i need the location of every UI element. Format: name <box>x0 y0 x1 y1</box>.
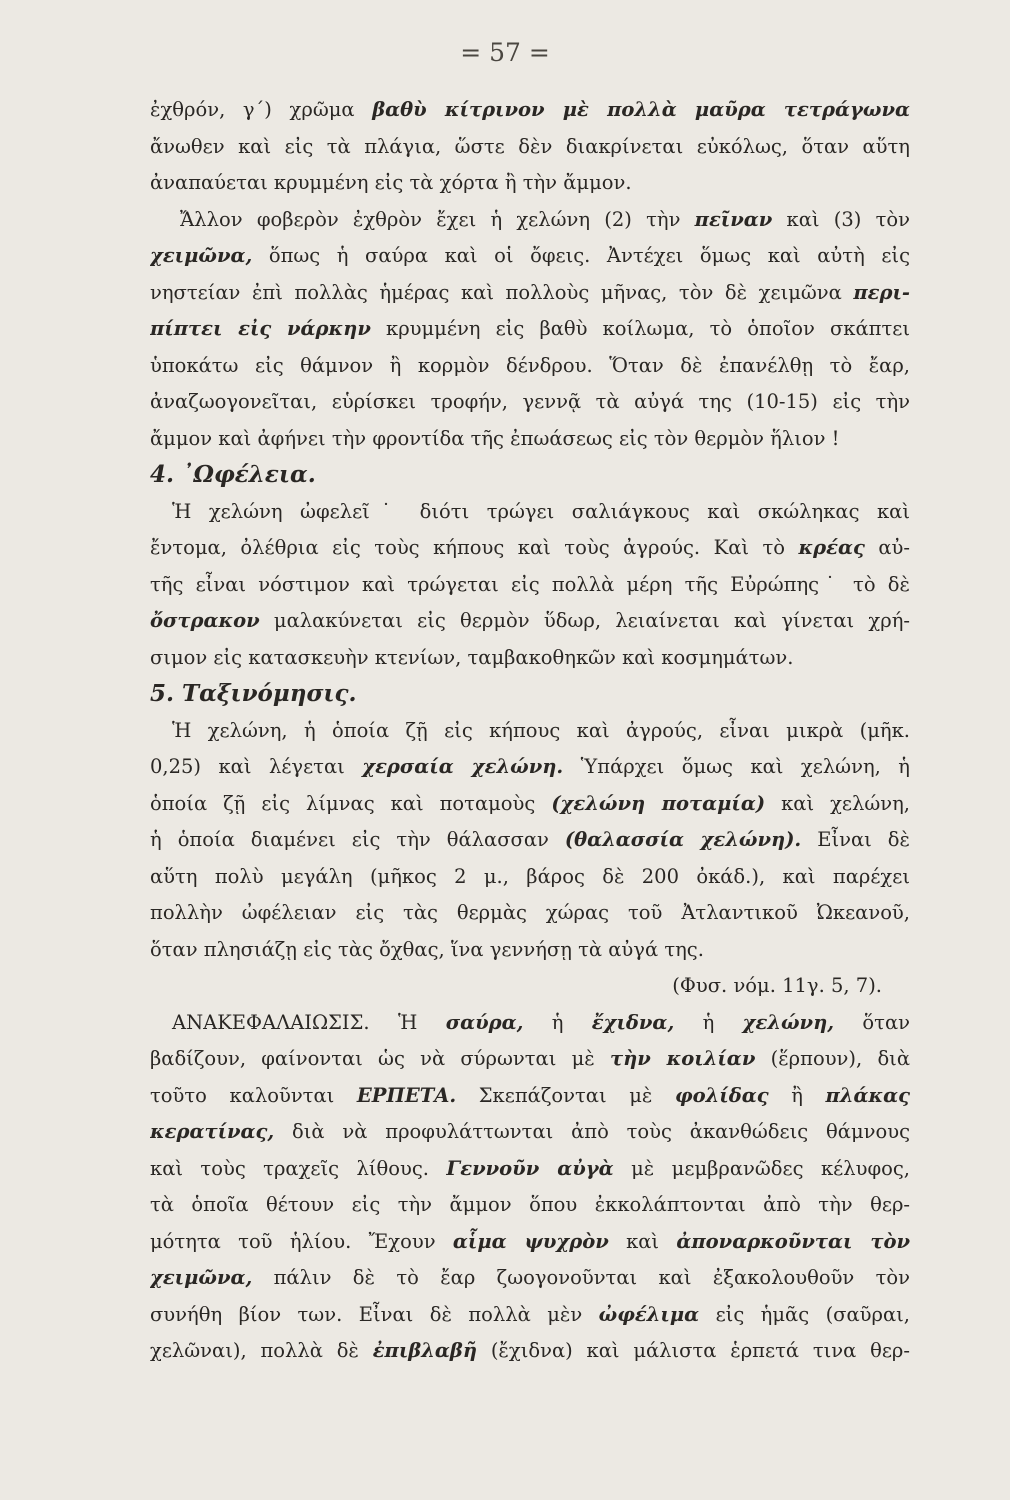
text-run: Ἄλλον φοβερὸν ἐχθρὸν ἔχει ἡ χελώνη (2) τὴν <box>180 207 695 231</box>
text-line <box>150 968 910 1005</box>
emphasis-run: περι- <box>853 280 910 304</box>
text-line <box>150 676 910 713</box>
text-line <box>150 238 910 275</box>
emphasis-run: τὴν κοιλίαν <box>609 1047 756 1070</box>
text-run: Ἡ χελώνη ὠφελεῖ˙ διότι τρώγει σαλιάγκους καὶ σκώληκας καὶ <box>172 499 910 523</box>
text-line <box>150 1333 910 1370</box>
emphasis-run: (χελώνη ποταμία) <box>551 791 766 815</box>
text-line <box>150 384 910 421</box>
text-line <box>150 713 910 750</box>
page-text <box>150 92 910 1370</box>
text-run: ὁποία ζῇ εἰς λίμνας καὶ ποταμοὺς <box>150 791 552 815</box>
emphasis-run: ὄστρακον <box>150 609 260 632</box>
text-run: πάλιν δὲ τὸ ἔαρ ζωογονοῦνται καὶ ἐξακολουθοῦν τὸν <box>252 1266 910 1289</box>
emphasis-run: σαύρα, <box>445 1010 524 1034</box>
text-line <box>150 165 910 202</box>
text-run: Εἶναι δὲ <box>801 828 910 851</box>
text-run: ἀναπαύεται κρυμμένη εἰς τὰ χόρτα ἢ τὴν ἄμμον. <box>150 171 632 194</box>
text-run: καὶ τοὺς τραχεῖς λίθους. <box>150 1156 447 1180</box>
text-line <box>150 1187 910 1224</box>
text-line <box>150 1151 910 1188</box>
text-line <box>150 749 910 786</box>
text-run: σιμον εἰς κατασκευὴν κτενίων, ταμβακοθηκῶν καὶ κοσμημάτων. <box>150 645 794 669</box>
text-line <box>150 822 910 859</box>
text-line <box>150 1078 910 1115</box>
text-line <box>150 421 910 458</box>
text-run: (ἕρπουν), διὰ <box>755 1047 910 1070</box>
text-run: Ὑπάρχει ὅμως καὶ χελώνη, ἡ <box>563 755 910 778</box>
section-heading: 4. ᾿Ωφέλεια. <box>150 461 316 488</box>
emphasis-run: αἷμα ψυχρὸν <box>452 1229 609 1253</box>
page-number: = 57 = <box>460 38 550 67</box>
emphasis-run: κρέας <box>798 536 865 559</box>
text-run: καὶ (3) τὸν <box>772 207 910 231</box>
text-run: (Φυσ. νόμ. 11γ. 5, 7). <box>672 974 882 997</box>
text-run: Ἡ χελώνη, ἡ ὁποία ζῇ εἰς κήπους καὶ ἀγρούς, εἶναι μικρὰ (μῆκ. <box>172 718 910 742</box>
text-run: πολλὴν ὠφέλειαν εἰς τὰς θερμὰς χώρας τοῦ Ἀτλαντικοῦ Ὠκεανοῦ, <box>150 901 910 924</box>
text-line <box>150 786 910 823</box>
text-run: ἔντομα, ὀλέθρια εἰς τοὺς κήπους καὶ τοὺς ἀγρούς. Καὶ τὸ <box>150 536 799 559</box>
text-line <box>150 1297 910 1334</box>
text-run: μαλακύνεται εἰς θερμὸν ὕδωρ, λειαίνεται καὶ γίνεται χρή- <box>259 609 910 632</box>
text-run: μὲ μεμβρανῶδες κέλυφος, <box>613 1156 910 1180</box>
text-line <box>150 1114 910 1151</box>
text-line <box>150 932 910 969</box>
text-line <box>150 859 910 896</box>
emphasis-run: κερατίνας, <box>150 1120 275 1143</box>
text-run: ΑΝΑΚΕΦΑΛΑΙΩΣΙΣ. Ἡ <box>172 1010 446 1034</box>
text-run: αὕτη πολὺ μεγάλη (μῆκος 2 μ., βάρος δὲ 200 ὀκάδ.), καὶ παρέχει <box>150 864 910 888</box>
emphasis-run: ἀποναρκοῦνται τὸν <box>676 1229 910 1253</box>
text-run: τὰ ὁποῖα θέτουν εἰς τὴν ἄμμον ὅπου ἐκκολάπτονται ἀπὸ τὴν θερ- <box>150 1193 910 1216</box>
emphasis-run: (θαλασσία χελώνη). <box>564 828 802 851</box>
section-heading: 5. Ταξινόμησις. <box>150 680 357 707</box>
text-run: βαδίζουν, φαίνονται ὡς νὰ σύρωνται μὲ <box>150 1047 610 1070</box>
emphasis-run: χειμῶνα, <box>150 244 253 267</box>
text-run: (ἔχιδνα) καὶ μάλιστα ἑρπετά τινα θερ- <box>477 1339 910 1362</box>
text-run: ἡ ὁποία διαμένει εἰς τὴν θάλασσαν <box>150 828 565 851</box>
text-run: ὑποκάτω εἰς θάμνον ἢ κορμὸν δένδρου. Ὅταν δὲ ἐπανέλθῃ τὸ ἔαρ, <box>150 353 910 377</box>
text-line <box>150 202 910 239</box>
text-run: Σκεπάζονται μὲ <box>456 1083 675 1107</box>
text-run: ἐχθρόν, γ΄) χρῶμα <box>150 98 373 121</box>
text-line <box>150 567 910 604</box>
text-line <box>150 275 910 312</box>
emphasis-run: πίπτει εἰς νάρκην <box>150 317 371 340</box>
text-line <box>150 92 910 129</box>
text-run: χελῶναι), πολλὰ δὲ <box>150 1339 373 1362</box>
text-run: αὐ- <box>864 536 910 559</box>
text-run: νηστείαν ἐπὶ πολλὰς ἡμέρας καὶ πολλοὺς μῆνας, τὸν δὲ χειμῶνα <box>150 280 854 304</box>
text-line <box>150 129 910 166</box>
text-run: καὶ χελώνη, <box>765 791 910 815</box>
text-line <box>150 1260 910 1297</box>
text-run: μότητα τοῦ ἡλίου. Ἔχουν <box>150 1229 453 1253</box>
text-run: ἄνωθεν καὶ εἰς τὰ πλάγια, ὥστε δὲν διακρίνεται εὐκόλως, ὅταν αὕτη <box>150 134 910 158</box>
text-run: 0,25) καὶ λέγεται <box>150 755 363 778</box>
emphasis-run: ὠφέλιμα <box>598 1302 700 1326</box>
emphasis-run: Γεννοῦν αὐγὰ <box>446 1156 614 1180</box>
text-line <box>150 311 910 348</box>
text-run: διὰ νὰ προφυλάττωνται ἀπὸ τοὺς ἀκανθώδεις θάμνους <box>274 1120 910 1143</box>
emphasis-run: χερσαία χελώνη. <box>362 755 564 778</box>
text-run: ὅταν <box>834 1010 910 1034</box>
emphasis-run: χειμῶνα, <box>150 1266 253 1289</box>
text-run: εἰς ἡμᾶς (σαῦραι, <box>699 1302 910 1326</box>
text-line <box>150 348 910 385</box>
emphasis-run: βαθὺ κίτρινον μὲ πολλὰ μαῦρα τετράγωνα <box>372 98 910 121</box>
text-run: ἄμμον καὶ ἀφήνει τὴν φροντίδα τῆς ἐπωάσεως εἰς τὸν θερμὸν ἥλιον ! <box>150 426 840 450</box>
text-run: τῆς εἶναι νόστιμον καὶ τρώγεται εἰς πολλὰ μέρη τῆς Εὐρώπης˙ τὸ δὲ <box>150 572 910 596</box>
text-run: ἡ <box>523 1010 592 1034</box>
text-line <box>150 457 910 494</box>
text-run: κρυμμένη εἰς βαθὺ κοίλωμα, τὸ ὁποῖον σκάπτει <box>370 317 910 340</box>
text-line <box>150 1041 910 1078</box>
text-line <box>150 530 910 567</box>
text-run: ὅταν πλησιάζῃ εἰς τὰς ὄχθας, ἵνα γεννήσῃ τὰ αὐγά της. <box>150 937 704 961</box>
text-line <box>150 1224 910 1261</box>
text-line <box>150 1005 910 1042</box>
text-line <box>150 603 910 640</box>
text-line <box>150 640 910 677</box>
emphasis-run: ἔχιδνα, <box>591 1010 675 1034</box>
text-line <box>150 895 910 932</box>
emphasis-run: πεῖναν <box>694 207 773 231</box>
emphasis-run: ἐπιβλαβῆ <box>372 1339 478 1362</box>
emphasis-run: φολίδας <box>674 1083 769 1107</box>
text-run: ἀναζωογονεῖται, εὑρίσκει τροφήν, γεννᾷ τὰ αὐγά της (10-15) εἰς τὴν <box>150 390 910 413</box>
emphasis-run: χελώνη, <box>742 1010 835 1034</box>
emphasis-run: πλάκας <box>825 1083 910 1107</box>
text-run: καὶ <box>608 1229 677 1253</box>
text-line <box>150 494 910 531</box>
text-run: συνήθη βίον των. Εἶναι δὲ πολλὰ μὲν <box>150 1302 599 1326</box>
text-run: ἢ <box>768 1083 826 1107</box>
text-run: ἡ <box>674 1010 743 1034</box>
text-run: ὅπως ἡ σαύρα καὶ οἱ ὄφεις. Ἀντέχει ὅμως καὶ αὐτὴ εἰς <box>252 244 910 267</box>
text-run: τοῦτο καλοῦνται <box>150 1083 357 1107</box>
emphasis-run: ΕΡΠΕΤΑ. <box>356 1083 457 1107</box>
